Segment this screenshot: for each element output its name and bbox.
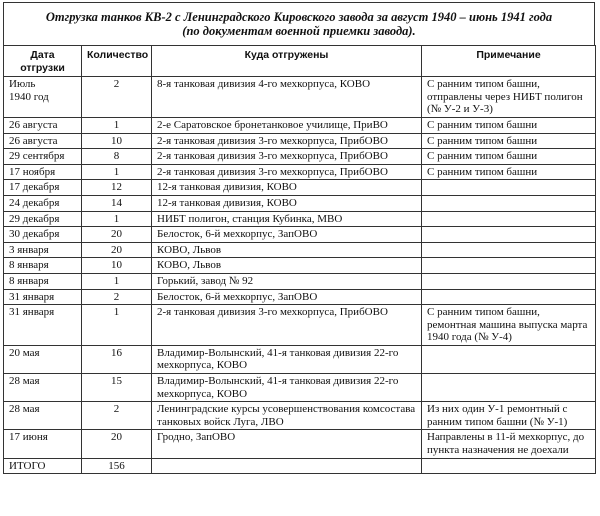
cell-destination: 12-я танковая дивизия, КОВО [152,195,422,211]
column-header-quantity: Количество [82,46,152,77]
cell-date: 28 мая [4,402,82,430]
cell-date: 26 августа [4,117,82,133]
cell-note: С ранним типом башни [422,117,596,133]
cell-date: 28 мая [4,374,82,402]
cell-destination: 12-я танковая дивизия, КОВО [152,180,422,196]
cell-quantity: 20 [82,227,152,243]
cell-destination: Белосток, 6-й мехкорпус, ЗапОВО [152,289,422,305]
cell-note [422,180,596,196]
cell-destination: Горький, завод № 92 [152,273,422,289]
table-row [4,305,596,346]
cell-quantity: 14 [82,195,152,211]
table-row [4,458,596,474]
cell-date: 17 ноября [4,164,82,180]
table-row [4,117,596,133]
cell-quantity: 12 [82,180,152,196]
cell-quantity: 156 [82,458,152,474]
cell-destination: НИБТ полигон, станция Кубинка, МВО [152,211,422,227]
cell-note [422,242,596,258]
table-row [4,133,596,149]
table-row [4,258,596,274]
cell-date: Июль 1940 год [4,77,82,118]
cell-date: 29 сентября [4,149,82,165]
table-row [4,430,596,458]
table-row [4,180,596,196]
column-header-destination: Куда отгружены [152,46,422,77]
cell-quantity: 1 [82,117,152,133]
cell-date: 30 декабря [4,227,82,243]
cell-quantity: 2 [82,289,152,305]
cell-note [422,458,596,474]
cell-date: 3 января [4,242,82,258]
cell-quantity: 2 [82,402,152,430]
cell-quantity: 1 [82,305,152,346]
table-row [4,77,596,118]
cell-date: 20 мая [4,345,82,373]
table-title [4,10,594,38]
cell-note [422,273,596,289]
cell-destination: КОВО, Львов [152,242,422,258]
cell-destination: Белосток, 6-й мехкорпус, ЗапОВО [152,227,422,243]
cell-destination: Владимир-Волынский, 41-я танковая дивизия 22-го мехкорпуса, КОВО [152,374,422,402]
table-row [4,195,596,211]
cell-date: 24 декабря [4,195,82,211]
cell-date: 8 января [4,273,82,289]
cell-note [422,345,596,373]
cell-date: 31 января [4,305,82,346]
cell-destination: Ленинградские курсы усовершенствования комсостава танковых войск Луга, ЛВО [152,402,422,430]
cell-quantity: 20 [82,242,152,258]
cell-destination: 2-я танковая дивизия 3-го мехкорпуса, ПрибОВО [152,149,422,165]
cell-note [422,211,596,227]
cell-destination: КОВО, Львов [152,258,422,274]
cell-quantity: 16 [82,345,152,373]
cell-quantity: 8 [82,149,152,165]
cell-note: С ранним типом башни [422,164,596,180]
cell-destination [152,458,422,474]
cell-date: 17 декабря [4,180,82,196]
cell-destination: 2-я танковая дивизия 3-го мехкорпуса, ПрибОВО [152,133,422,149]
cell-destination: Владимир-Волынский, 41-я танковая дивизия 22-го мехкорпуса, КОВО [152,345,422,373]
table-row [4,345,596,373]
cell-note [422,289,596,305]
cell-note: С ранним типом башни [422,149,596,165]
table-body [4,77,596,474]
table-row [4,227,596,243]
cell-date: 31 января [4,289,82,305]
cell-quantity: 10 [82,133,152,149]
cell-quantity: 1 [82,273,152,289]
table-row [4,211,596,227]
shipments-table [3,45,596,474]
table-row [4,149,596,165]
table-row [4,273,596,289]
cell-destination: 2-е Саратовское бронетанковое училище, ПриВО [152,117,422,133]
table-header-row [4,46,596,77]
cell-note: С ранним типом башни, отправлены через НИБТ полигон (№ У-2 и У-3) [422,77,596,118]
table-row [4,242,596,258]
cell-note: С ранним типом башни [422,133,596,149]
cell-quantity: 2 [82,77,152,118]
table-row [4,402,596,430]
cell-note [422,258,596,274]
cell-note: С ранним типом башни, ремонтная машина выпуска марта 1940 года (№ У-4) [422,305,596,346]
cell-date: 8 января [4,258,82,274]
column-header-date: Дата отгрузки [4,46,82,77]
cell-date: ИТОГО [4,458,82,474]
cell-note [422,374,596,402]
cell-destination: 2-я танковая дивизия 3-го мехкорпуса, ПрибОВО [152,305,422,346]
cell-destination: 2-я танковая дивизия 3-го мехкорпуса, ПрибОВО [152,164,422,180]
cell-destination: 8-я танковая дивизия 4-го мехкорпуса, КОВО [152,77,422,118]
cell-quantity: 15 [82,374,152,402]
cell-note [422,195,596,211]
table-row [4,374,596,402]
cell-date: 26 августа [4,133,82,149]
cell-destination: Гродно, ЗапОВО [152,430,422,458]
cell-date: 29 декабря [4,211,82,227]
cell-quantity: 20 [82,430,152,458]
cell-quantity: 10 [82,258,152,274]
cell-note: Из них один У-1 ремонтный с ранним типом башни (№ У-1) [422,402,596,430]
table-title-line-1: Отгрузка танков КВ-2 с Ленинградского Кировского завода за август 1940 – июнь 1941 года [45,10,553,24]
table-title-box [3,2,595,45]
table-title-line-2: (по документам военной приемки завода). [182,24,416,38]
table-row [4,164,596,180]
cell-quantity: 1 [82,164,152,180]
cell-note: Направлены в 11-й мехкорпус, до пункта назначения не доехали [422,430,596,458]
cell-note [422,227,596,243]
column-header-note: Примечание [422,46,596,77]
cell-quantity: 1 [82,211,152,227]
table-row [4,289,596,305]
cell-date: 17 июня [4,430,82,458]
